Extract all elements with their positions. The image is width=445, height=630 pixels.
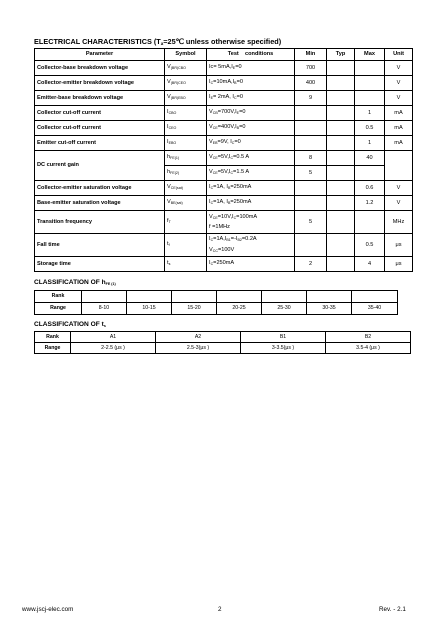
col-test-conditions: Test conditions — [207, 49, 295, 61]
range-cell: 3-3.5(μs ) — [241, 343, 326, 354]
condition-cell: $V_{CE}=5V,I_C=1.5$ A — [207, 166, 295, 181]
param-cell: Collector-base breakdown voltage — [35, 61, 165, 76]
symbol-cell: $I_{CBO}$ — [165, 106, 207, 121]
min-cell — [295, 181, 327, 196]
max-cell: 1 — [355, 106, 385, 121]
table-row — [35, 136, 413, 151]
hfe-classification-table — [34, 290, 398, 315]
rank-cell: B2 — [326, 332, 411, 343]
max-cell: 1 — [355, 136, 385, 151]
heading-text-2: =25℃ unless otherwise specified) — [163, 37, 282, 46]
max-cell: 0.5 — [355, 121, 385, 136]
rank-row — [35, 332, 411, 343]
max-cell — [355, 76, 385, 91]
condition-cell — [207, 234, 295, 257]
param-cell: Emitter cut-off current — [35, 136, 165, 151]
condition-cell: $V_{CB}=700V,I_E=0$ — [207, 106, 295, 121]
min-cell: 2 — [295, 257, 327, 272]
electrical-characteristics-table — [34, 48, 413, 272]
unit-cell: V — [385, 181, 413, 196]
unit-cell: mA — [385, 136, 413, 151]
max-cell: 1.2 — [355, 196, 385, 211]
range-cell: 10-15 — [127, 303, 172, 315]
min-cell: 5 — [295, 211, 327, 234]
section-heading — [34, 37, 281, 46]
condition-cell: $I_C=1A$, $I_B=250mA$ — [207, 181, 295, 196]
condition-cell — [207, 211, 295, 234]
min-cell — [295, 234, 327, 257]
rank-label: Rank — [35, 332, 71, 343]
table-row — [35, 234, 413, 257]
unit-cell: μs — [385, 257, 413, 272]
table-header-row — [35, 49, 413, 61]
range-row — [35, 343, 411, 354]
unit-cell: MHz — [385, 211, 413, 234]
rank-row — [35, 291, 398, 303]
symbol-cell: $h_{FE(2)}$ — [165, 166, 207, 181]
rank-cell: A2 — [156, 332, 241, 343]
footer-revision: Rev. - 2.1 — [379, 606, 406, 613]
symbol-cell: $V_{(BR)CBO}$ — [165, 61, 207, 76]
heading-sub: a — [160, 41, 164, 46]
symbol-cell: $V_{(BR)CEO}$ — [165, 76, 207, 91]
param-cell: Emitter-base breakdown voltage — [35, 91, 165, 106]
range-cell: 2.5-3(μs ) — [156, 343, 241, 354]
range-cell: 2-2.5 (μs ) — [71, 343, 156, 354]
rank-cell — [217, 291, 262, 303]
condition-cell: $V_{CE}=400V,I_B=0$ — [207, 121, 295, 136]
typ-cell — [327, 151, 355, 166]
unit-cell: V — [385, 76, 413, 91]
footer-page-number: 2 — [218, 606, 222, 613]
range-row — [35, 303, 398, 315]
typ-cell — [327, 76, 355, 91]
condition-cell: $V_{CE}=5V,I_C=0.5$ A — [207, 151, 295, 166]
col-max: Max — [355, 49, 385, 61]
typ-cell — [327, 234, 355, 257]
max-cell: 4 — [355, 257, 385, 272]
symbol-cell: $V_{BE(sat)}$ — [165, 196, 207, 211]
min-cell — [295, 136, 327, 151]
table-row — [35, 91, 413, 106]
rank-cell — [127, 291, 172, 303]
table-row — [35, 181, 413, 196]
min-cell: 8 — [295, 151, 327, 166]
unit-cell: mA — [385, 121, 413, 136]
max-cell — [355, 91, 385, 106]
typ-cell — [327, 166, 355, 181]
symbol-cell: $t_f$ — [165, 234, 207, 257]
param-cell: Transition frequency — [35, 211, 165, 234]
range-cell: 3.5-4 (μs ) — [326, 343, 411, 354]
max-cell — [355, 211, 385, 234]
min-cell: 700 — [295, 61, 327, 76]
param-cell: Storage time — [35, 257, 165, 272]
param-cell: Fall time — [35, 234, 165, 257]
rank-cell — [82, 291, 127, 303]
condition-cell: $V_{EB}=9V$, $I_C=0$ — [207, 136, 295, 151]
table-row — [35, 76, 413, 91]
typ-cell — [327, 211, 355, 234]
param-cell: DC current gain — [35, 151, 165, 181]
param-cell: Collector cut-off current — [35, 106, 165, 121]
range-cell: 20-25 — [217, 303, 262, 315]
rank-cell: B1 — [241, 332, 326, 343]
condition-line: $I_C=1A,I_{B1}=-I_{B2}=0.2A$ — [209, 236, 257, 242]
range-cell: 30-35 — [307, 303, 352, 315]
rank-cell — [307, 291, 352, 303]
min-cell — [295, 196, 327, 211]
table-row — [35, 257, 413, 272]
col-symbol: Symbol — [165, 49, 207, 61]
unit-cell: V — [385, 196, 413, 211]
unit-cell: V — [385, 61, 413, 76]
max-cell: 0.5 — [355, 234, 385, 257]
rank-cell — [172, 291, 217, 303]
typ-cell — [327, 181, 355, 196]
condition-cell: $I_C=10mA,I_B=0$ — [207, 76, 295, 91]
table-row — [35, 211, 413, 234]
symbol-cell: $I_{CEO}$ — [165, 121, 207, 136]
min-cell — [295, 106, 327, 121]
range-cell: 25-30 — [262, 303, 307, 315]
table-row — [35, 121, 413, 136]
max-cell: 0.6 — [355, 181, 385, 196]
unit-cell: V — [385, 91, 413, 106]
symbol-cell: $f_T$ — [165, 211, 207, 234]
range-cell: 35-40 — [352, 303, 398, 315]
unit-cell: μs — [385, 234, 413, 257]
table-row — [35, 61, 413, 76]
max-cell — [355, 61, 385, 76]
col-min: Min — [295, 49, 327, 61]
symbol-cell: $V_{CE(sat)}$ — [165, 181, 207, 196]
typ-cell — [327, 91, 355, 106]
table-row — [35, 196, 413, 211]
condition-line: $V_{CC}=100V$ — [209, 246, 235, 253]
hfe-classification-title: CLASSIFICATION OF $h_{FE (1)}$ — [34, 279, 116, 286]
param-cell: Collector-emitter breakdown voltage — [35, 76, 165, 91]
max-cell — [355, 166, 385, 181]
typ-cell — [327, 121, 355, 136]
min-cell: 5 — [295, 166, 327, 181]
range-label: Range — [35, 343, 71, 354]
min-cell: 9 — [295, 91, 327, 106]
condition-line: $V_{CE}=10V,I_C=100mA$ — [209, 213, 258, 220]
condition-cell: $I_E= 2mA$, $I_C=0$ — [207, 91, 295, 106]
max-cell: 40 — [355, 151, 385, 166]
condition-cell: $I_C=1A$, $I_B=250mA$ — [207, 196, 295, 211]
symbol-cell: $V_{(BR)EBO}$ — [165, 91, 207, 106]
symbol-cell: $t_s$ — [165, 257, 207, 272]
heading-text: ELECTRICAL CHARACTERISTICS (T — [34, 37, 161, 46]
col-unit: Unit — [385, 49, 413, 61]
condition-line: f =1MHz — [209, 224, 230, 230]
rank-cell — [262, 291, 307, 303]
param-cell: Collector cut-off current — [35, 121, 165, 136]
rank-label: Rank — [35, 291, 82, 303]
min-cell: 400 — [295, 76, 327, 91]
typ-cell — [327, 257, 355, 272]
condition-cell: $Ic= 5mA,I_E=0$ — [207, 61, 295, 76]
range-label: Range — [35, 303, 82, 315]
col-parameter: Parameter — [35, 49, 165, 61]
ts-classification-title: CLASSIFICATION OF $t_s$ — [34, 321, 106, 328]
ts-classification-table — [34, 331, 411, 354]
rank-cell: A1 — [71, 332, 156, 343]
min-cell — [295, 121, 327, 136]
range-cell: 8-10 — [82, 303, 127, 315]
unit-cell — [385, 151, 413, 181]
table-row — [35, 106, 413, 121]
typ-cell — [327, 136, 355, 151]
typ-cell — [327, 61, 355, 76]
rank-cell — [352, 291, 398, 303]
range-cell: 15-20 — [172, 303, 217, 315]
symbol-cell: $I_{EBO}$ — [165, 136, 207, 151]
unit-cell: mA — [385, 106, 413, 121]
param-cell: Collector-emitter saturation voltage — [35, 181, 165, 196]
footer-website: www.jscj-elec.com — [22, 606, 74, 613]
col-typ: Typ — [327, 49, 355, 61]
condition-cell: $I_C=250mA$ — [207, 257, 295, 272]
symbol-cell: $h_{FE(1)}$ — [165, 151, 207, 166]
table-row — [35, 151, 413, 166]
param-cell: Base-emitter saturation voltage — [35, 196, 165, 211]
typ-cell — [327, 196, 355, 211]
typ-cell — [327, 106, 355, 121]
